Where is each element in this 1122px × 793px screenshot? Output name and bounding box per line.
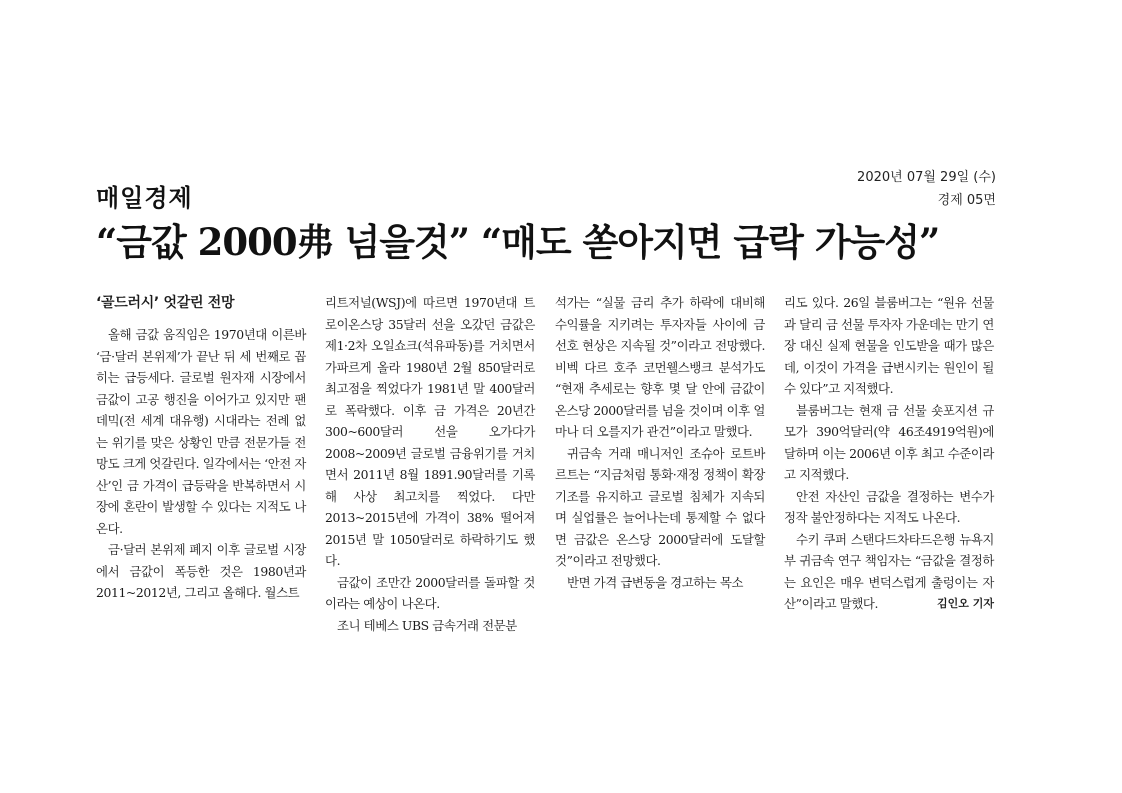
article-column-3 <box>555 292 765 593</box>
section-page-label: 경제 05면 <box>937 193 996 208</box>
paragraph: 안전 자산인 금값을 결정하는 변수가 정작 불안정하다는 지적도 나온다. <box>784 488 994 525</box>
article-column-1 <box>96 292 306 604</box>
paragraph: 반면 가격 급변동을 경고하는 목소 <box>567 574 744 590</box>
paragraph: 블룸버그는 현재 금 선물 숏포지션 규모가 390억달러(약 46조4919억원)에 달하며 이는 2006년 이후 최고 수준이라고 지적했다. <box>784 402 994 482</box>
paragraph: 리트저널(WSJ)에 따르면 1970년대 트로이온스당 35달러 선을 오갔던 금값은 제1·2차 오일쇼크(석유파동)를 거치면서 가파르게 올라 1980년 2월 850달러로 최고점을 찍었다가 1981년 말 400달러로 폭락했다. 이후 금 가격은 20년간 300~600달러 선을 오가다가 2008~2009년 글로벌 금융위기를 거치면서 2011년 8월 1891.90달러를 기록해 사상 최고치를 찍었다. 다만 2013~2015년에 가격이 38% 떨어져 2015년 말 1050달러로 하락하기도 했다. <box>325 295 535 568</box>
publication-date: 2020년 07월 29일 (수) <box>857 170 996 185</box>
paragraph: 석가는 “실물 금리 추가 하락에 대비해 수익률을 지키려는 투자자들 사이에 금 선호 현상은 지속될 것”이라고 전망했다. 비벡 다르 호주 코먼웰스뱅크 분석가도 “현재 추세로는 향후 몇 달 안에 금값이 온스당 2000달러를 넘을 것이며 이후 얼마나 더 오를지가 관건”이라고 말했다. <box>555 295 765 439</box>
article-subhead: ‘골드러시’ 엇갈린 전망 <box>96 295 235 311</box>
article-headline: “금값 2000弗 넘을것” “매도 쏟아지면 급락 가능성” <box>96 220 940 264</box>
paragraph: 올해 금값 움직임은 1970년대 이른바 ‘금·달러 본위제’가 끝난 뒤 세 번째로 꼽히는 급등세다. 글로벌 원자재 시장에서 금값이 고공 행진을 이어가고 있지만 팬데믹(전 세계 대유행) 시대라는 전례 없는 위기를 맞은 상황인 만큼 전문가들 전망도 크게 엇갈린다. 일각에서는 ‘안전 자산’인 금 가격이 급등락을 반복하면서 시장에 혼란이 발생할 수 있다는 지적도 나온다. <box>96 327 306 536</box>
article-body <box>96 292 996 633</box>
paragraph: 귀금속 거래 매니저인 조슈아 로트바르트는 “지금처럼 통화·재정 정책이 확장 기조를 유지하고 글로벌 침체가 지속되며 실업률은 늘어나는데 통제할 수 없다면 금값은 온스당 2000달러에 도달할 것”이라고 전망했다. <box>555 445 765 568</box>
newspaper-masthead: 매일경제 <box>96 184 193 212</box>
paragraph: 금값이 조만간 2000달러를 돌파할 것이라는 예상이 나온다. <box>325 574 535 611</box>
byline: 김인오 기자 <box>937 597 994 610</box>
paragraph: 금·달러 본위제 폐지 이후 글로벌 시장에서 금값이 폭등한 것은 1980년과 2011~2012년, 그리고 올해다. 월스트 <box>96 542 306 600</box>
paragraph: 리도 있다. 26일 블룸버그는 “원유 선물과 달리 금 선물 투자자 가운데는 만기 연장 대신 실제 현물을 인도받을 때가 많은데, 이것이 가격을 급변시키는 원인이 될 수 있다”고 지적했다. <box>784 295 994 396</box>
article-column-4 <box>784 292 994 615</box>
paragraph: 조니 테베스 UBS 금속거래 전문분 <box>337 617 517 633</box>
paragraph <box>784 529 994 615</box>
paragraph-text: 수키 쿠퍼 스탠다드차타드은행 뉴욕지부 귀금속 연구 책임자는 “금값을 결정하는 요인은 매우 변덕스럽게 출렁이는 자산”이라고 말했다. <box>784 531 994 611</box>
article-column-2 <box>325 292 535 636</box>
